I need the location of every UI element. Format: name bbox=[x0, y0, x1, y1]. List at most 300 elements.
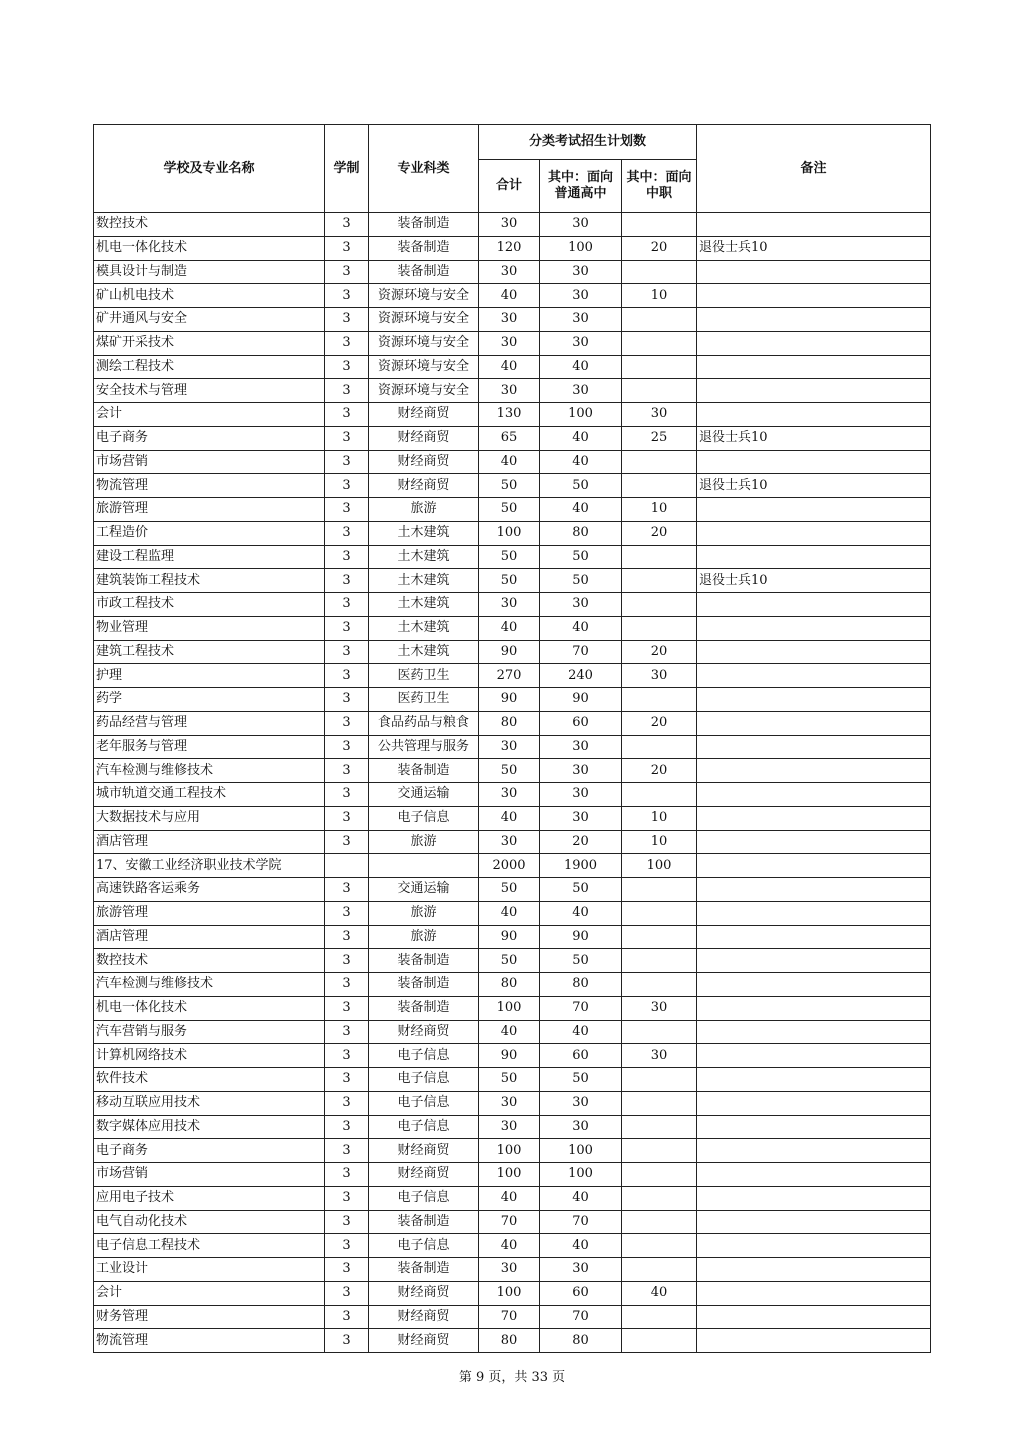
table-row bbox=[94, 1186, 931, 1210]
duration-cell: 3 bbox=[325, 616, 369, 640]
total-cell: 30 bbox=[479, 735, 540, 759]
remarks-cell bbox=[697, 1091, 931, 1115]
remarks-cell bbox=[697, 1115, 931, 1139]
table-row bbox=[94, 355, 931, 379]
duration-cell bbox=[325, 854, 369, 878]
table-row bbox=[94, 640, 931, 664]
category-cell: 装备制造 bbox=[369, 1210, 479, 1234]
total-cell: 50 bbox=[479, 949, 540, 973]
general-hs-cell: 100 bbox=[540, 236, 622, 260]
vocational-cell bbox=[622, 878, 697, 902]
category-cell: 旅游 bbox=[369, 830, 479, 854]
general-hs-cell: 70 bbox=[540, 640, 622, 664]
general-hs-cell: 30 bbox=[540, 1115, 622, 1139]
remarks-cell: 退役士兵10 bbox=[697, 569, 931, 593]
vocational-cell: 30 bbox=[622, 1044, 697, 1068]
vocational-cell: 30 bbox=[622, 996, 697, 1020]
duration-cell: 3 bbox=[325, 1115, 369, 1139]
remarks-cell bbox=[697, 996, 931, 1020]
general-hs-cell: 30 bbox=[540, 308, 622, 332]
total-cell: 40 bbox=[479, 901, 540, 925]
general-hs-cell: 30 bbox=[540, 783, 622, 807]
category-cell: 装备制造 bbox=[369, 236, 479, 260]
vocational-cell: 100 bbox=[622, 854, 697, 878]
vocational-cell bbox=[622, 688, 697, 712]
general-hs-cell: 80 bbox=[540, 521, 622, 545]
total-cell: 50 bbox=[479, 498, 540, 522]
general-hs-cell: 50 bbox=[540, 1068, 622, 1092]
vocational-cell bbox=[622, 260, 697, 284]
major-name-cell: 建筑装饰工程技术 bbox=[94, 569, 325, 593]
total-cell: 40 bbox=[479, 450, 540, 474]
table-header bbox=[94, 125, 931, 213]
header-vocational: 其中：面向中职 bbox=[622, 160, 697, 213]
remarks-cell bbox=[697, 783, 931, 807]
category-cell: 电子信息 bbox=[369, 1234, 479, 1258]
major-name-cell: 物业管理 bbox=[94, 616, 325, 640]
table-row bbox=[94, 498, 931, 522]
vocational-cell bbox=[622, 1020, 697, 1044]
major-name-cell: 矿山机电技术 bbox=[94, 284, 325, 308]
major-name-cell: 老年服务与管理 bbox=[94, 735, 325, 759]
vocational-cell: 25 bbox=[622, 426, 697, 450]
vocational-cell: 20 bbox=[622, 640, 697, 664]
general-hs-cell: 30 bbox=[540, 593, 622, 617]
vocational-cell bbox=[622, 783, 697, 807]
total-cell: 30 bbox=[479, 783, 540, 807]
category-cell: 电子信息 bbox=[369, 1115, 479, 1139]
duration-cell: 3 bbox=[325, 1068, 369, 1092]
total-cell: 120 bbox=[479, 236, 540, 260]
duration-cell: 3 bbox=[325, 806, 369, 830]
category-cell: 电子信息 bbox=[369, 1186, 479, 1210]
general-hs-cell: 60 bbox=[540, 1281, 622, 1305]
major-name-cell: 旅游管理 bbox=[94, 901, 325, 925]
duration-cell: 3 bbox=[325, 426, 369, 450]
duration-cell: 3 bbox=[325, 521, 369, 545]
category-cell: 财经商贸 bbox=[369, 403, 479, 427]
remarks-cell bbox=[697, 379, 931, 403]
major-name-cell: 软件技术 bbox=[94, 1068, 325, 1092]
major-name-cell: 电子信息工程技术 bbox=[94, 1234, 325, 1258]
category-cell: 资源环境与安全 bbox=[369, 308, 479, 332]
general-hs-cell: 90 bbox=[540, 925, 622, 949]
table-row bbox=[94, 1115, 931, 1139]
total-cell: 100 bbox=[479, 996, 540, 1020]
vocational-cell: 10 bbox=[622, 806, 697, 830]
remarks-cell bbox=[697, 284, 931, 308]
table-row bbox=[94, 521, 931, 545]
duration-cell: 3 bbox=[325, 1020, 369, 1044]
remarks-cell bbox=[697, 1234, 931, 1258]
total-cell: 50 bbox=[479, 545, 540, 569]
remarks-cell bbox=[697, 1186, 931, 1210]
vocational-cell bbox=[622, 1068, 697, 1092]
category-cell: 交通运输 bbox=[369, 878, 479, 902]
major-name-cell: 测绘工程技术 bbox=[94, 355, 325, 379]
major-name-cell: 工程造价 bbox=[94, 521, 325, 545]
category-cell: 土木建筑 bbox=[369, 545, 479, 569]
remarks-cell bbox=[697, 688, 931, 712]
remarks-cell bbox=[697, 450, 931, 474]
category-cell: 财经商贸 bbox=[369, 1163, 479, 1187]
major-name-cell: 市场营销 bbox=[94, 1163, 325, 1187]
header-school-major: 学校及专业名称 bbox=[94, 125, 325, 213]
remarks-cell bbox=[697, 1305, 931, 1329]
remarks-cell bbox=[697, 949, 931, 973]
category-cell: 电子信息 bbox=[369, 1068, 479, 1092]
major-name-cell: 电气自动化技术 bbox=[94, 1210, 325, 1234]
table-row bbox=[94, 1068, 931, 1092]
major-name-cell: 电子商务 bbox=[94, 426, 325, 450]
table-row bbox=[94, 949, 931, 973]
total-cell: 40 bbox=[479, 355, 540, 379]
table-row bbox=[94, 1210, 931, 1234]
general-hs-cell: 40 bbox=[540, 450, 622, 474]
table-row bbox=[94, 284, 931, 308]
major-name-cell: 财务管理 bbox=[94, 1305, 325, 1329]
total-cell: 50 bbox=[479, 474, 540, 498]
remarks-cell bbox=[697, 664, 931, 688]
duration-cell: 3 bbox=[325, 1186, 369, 1210]
vocational-cell bbox=[622, 949, 697, 973]
table-row bbox=[94, 1234, 931, 1258]
total-cell: 30 bbox=[479, 331, 540, 355]
category-cell: 电子信息 bbox=[369, 1044, 479, 1068]
major-name-cell: 汽车检测与维修技术 bbox=[94, 973, 325, 997]
total-cell: 100 bbox=[479, 1139, 540, 1163]
vocational-cell bbox=[622, 1139, 697, 1163]
duration-cell: 3 bbox=[325, 640, 369, 664]
general-hs-cell: 30 bbox=[540, 1091, 622, 1115]
major-name-cell: 数字媒体应用技术 bbox=[94, 1115, 325, 1139]
header-total: 合计 bbox=[479, 160, 540, 213]
remarks-cell bbox=[697, 1044, 931, 1068]
general-hs-cell: 30 bbox=[540, 1258, 622, 1282]
duration-cell: 3 bbox=[325, 783, 369, 807]
duration-cell: 3 bbox=[325, 1091, 369, 1115]
total-cell: 40 bbox=[479, 616, 540, 640]
vocational-cell bbox=[622, 1186, 697, 1210]
major-name-cell: 市场营销 bbox=[94, 450, 325, 474]
remarks-cell: 退役士兵10 bbox=[697, 426, 931, 450]
duration-cell: 3 bbox=[325, 1044, 369, 1068]
general-hs-cell: 80 bbox=[540, 1329, 622, 1353]
header-general-hs: 其中：面向普通高中 bbox=[540, 160, 622, 213]
total-cell: 100 bbox=[479, 1163, 540, 1187]
duration-cell: 3 bbox=[325, 474, 369, 498]
category-cell: 装备制造 bbox=[369, 759, 479, 783]
total-cell: 80 bbox=[479, 711, 540, 735]
duration-cell: 3 bbox=[325, 1163, 369, 1187]
total-cell: 30 bbox=[479, 213, 540, 237]
major-name-cell: 物流管理 bbox=[94, 1329, 325, 1353]
category-cell: 财经商贸 bbox=[369, 1281, 479, 1305]
vocational-cell bbox=[622, 901, 697, 925]
duration-cell: 3 bbox=[325, 973, 369, 997]
category-cell: 资源环境与安全 bbox=[369, 284, 479, 308]
table-row bbox=[94, 878, 931, 902]
header-remarks: 备注 bbox=[697, 125, 931, 213]
vocational-cell bbox=[622, 331, 697, 355]
category-cell: 财经商贸 bbox=[369, 426, 479, 450]
remarks-cell bbox=[697, 355, 931, 379]
category-cell: 装备制造 bbox=[369, 260, 479, 284]
table-row bbox=[94, 1091, 931, 1115]
table-row bbox=[94, 450, 931, 474]
general-hs-cell: 30 bbox=[540, 759, 622, 783]
table-row bbox=[94, 1305, 931, 1329]
total-cell: 90 bbox=[479, 640, 540, 664]
vocational-cell bbox=[622, 1163, 697, 1187]
vocational-cell: 20 bbox=[622, 236, 697, 260]
general-hs-cell: 30 bbox=[540, 379, 622, 403]
general-hs-cell: 20 bbox=[540, 830, 622, 854]
remarks-cell bbox=[697, 1329, 931, 1353]
remarks-cell bbox=[697, 711, 931, 735]
table-row bbox=[94, 1163, 931, 1187]
remarks-cell bbox=[697, 593, 931, 617]
remarks-cell bbox=[697, 830, 931, 854]
table-row bbox=[94, 260, 931, 284]
remarks-cell bbox=[697, 213, 931, 237]
header-plan-group: 分类考试招生计划数 bbox=[479, 125, 697, 160]
category-cell: 土木建筑 bbox=[369, 521, 479, 545]
remarks-cell bbox=[697, 1281, 931, 1305]
remarks-cell bbox=[697, 521, 931, 545]
general-hs-cell: 30 bbox=[540, 284, 622, 308]
total-cell: 40 bbox=[479, 806, 540, 830]
general-hs-cell: 80 bbox=[540, 973, 622, 997]
table-row bbox=[94, 1281, 931, 1305]
total-cell: 270 bbox=[479, 664, 540, 688]
remarks-cell bbox=[697, 403, 931, 427]
school-name-cell: 17、安徽工业经济职业技术学院 bbox=[94, 854, 325, 878]
vocational-cell: 30 bbox=[622, 664, 697, 688]
vocational-cell: 10 bbox=[622, 498, 697, 522]
total-cell: 100 bbox=[479, 521, 540, 545]
major-name-cell: 物流管理 bbox=[94, 474, 325, 498]
header-duration: 学制 bbox=[325, 125, 369, 213]
table-row bbox=[94, 616, 931, 640]
general-hs-cell: 60 bbox=[540, 711, 622, 735]
total-cell: 50 bbox=[479, 759, 540, 783]
duration-cell: 3 bbox=[325, 901, 369, 925]
vocational-cell: 40 bbox=[622, 1281, 697, 1305]
total-cell: 100 bbox=[479, 1281, 540, 1305]
vocational-cell: 30 bbox=[622, 403, 697, 427]
category-cell: 土木建筑 bbox=[369, 569, 479, 593]
major-name-cell: 药学 bbox=[94, 688, 325, 712]
total-cell: 40 bbox=[479, 1186, 540, 1210]
category-cell: 旅游 bbox=[369, 901, 479, 925]
vocational-cell bbox=[622, 213, 697, 237]
remarks-cell bbox=[697, 260, 931, 284]
duration-cell: 3 bbox=[325, 1329, 369, 1353]
duration-cell: 3 bbox=[325, 735, 369, 759]
vocational-cell: 20 bbox=[622, 759, 697, 783]
total-cell: 30 bbox=[479, 260, 540, 284]
duration-cell: 3 bbox=[325, 236, 369, 260]
duration-cell: 3 bbox=[325, 213, 369, 237]
remarks-cell bbox=[697, 759, 931, 783]
general-hs-cell: 70 bbox=[540, 1210, 622, 1234]
duration-cell: 3 bbox=[325, 331, 369, 355]
vocational-cell bbox=[622, 355, 697, 379]
remarks-cell bbox=[697, 545, 931, 569]
remarks-cell bbox=[697, 1258, 931, 1282]
total-cell: 30 bbox=[479, 1115, 540, 1139]
general-hs-cell: 50 bbox=[540, 949, 622, 973]
category-cell: 财经商贸 bbox=[369, 474, 479, 498]
general-hs-cell: 100 bbox=[540, 1139, 622, 1163]
duration-cell: 3 bbox=[325, 308, 369, 332]
general-hs-cell: 30 bbox=[540, 213, 622, 237]
table-row bbox=[94, 735, 931, 759]
major-name-cell: 计算机网络技术 bbox=[94, 1044, 325, 1068]
total-cell: 80 bbox=[479, 1329, 540, 1353]
remarks-cell bbox=[697, 1020, 931, 1044]
total-cell: 70 bbox=[479, 1305, 540, 1329]
general-hs-cell: 40 bbox=[540, 498, 622, 522]
duration-cell: 3 bbox=[325, 830, 369, 854]
total-cell: 70 bbox=[479, 1210, 540, 1234]
major-name-cell: 煤矿开采技术 bbox=[94, 331, 325, 355]
remarks-cell bbox=[697, 854, 931, 878]
remarks-cell bbox=[697, 901, 931, 925]
vocational-cell bbox=[622, 569, 697, 593]
major-name-cell: 模具设计与制造 bbox=[94, 260, 325, 284]
vocational-cell bbox=[622, 1258, 697, 1282]
duration-cell: 3 bbox=[325, 878, 369, 902]
total-cell: 30 bbox=[479, 1258, 540, 1282]
vocational-cell: 10 bbox=[622, 284, 697, 308]
major-name-cell: 建筑工程技术 bbox=[94, 640, 325, 664]
general-hs-cell: 40 bbox=[540, 426, 622, 450]
category-cell: 食品药品与粮食 bbox=[369, 711, 479, 735]
major-name-cell: 汽车营销与服务 bbox=[94, 1020, 325, 1044]
general-hs-cell: 40 bbox=[540, 1020, 622, 1044]
category-cell: 财经商贸 bbox=[369, 1305, 479, 1329]
major-name-cell: 高速铁路客运乘务 bbox=[94, 878, 325, 902]
general-hs-cell: 50 bbox=[540, 569, 622, 593]
major-name-cell: 数控技术 bbox=[94, 213, 325, 237]
general-hs-cell: 40 bbox=[540, 1186, 622, 1210]
general-hs-cell: 50 bbox=[540, 474, 622, 498]
category-cell: 旅游 bbox=[369, 925, 479, 949]
general-hs-cell: 50 bbox=[540, 545, 622, 569]
general-hs-cell: 70 bbox=[540, 996, 622, 1020]
vocational-cell: 20 bbox=[622, 521, 697, 545]
major-name-cell: 旅游管理 bbox=[94, 498, 325, 522]
remarks-cell bbox=[697, 1139, 931, 1163]
major-name-cell: 工业设计 bbox=[94, 1258, 325, 1282]
major-name-cell: 应用电子技术 bbox=[94, 1186, 325, 1210]
table-row bbox=[94, 688, 931, 712]
general-hs-cell: 60 bbox=[540, 1044, 622, 1068]
vocational-cell: 10 bbox=[622, 830, 697, 854]
category-cell: 装备制造 bbox=[369, 949, 479, 973]
vocational-cell bbox=[622, 474, 697, 498]
category-cell: 资源环境与安全 bbox=[369, 355, 479, 379]
major-name-cell: 城市轨道交通工程技术 bbox=[94, 783, 325, 807]
remarks-cell bbox=[697, 640, 931, 664]
vocational-cell bbox=[622, 545, 697, 569]
major-name-cell: 护理 bbox=[94, 664, 325, 688]
enrollment-plan-table bbox=[93, 124, 931, 1353]
general-hs-cell: 40 bbox=[540, 1234, 622, 1258]
category-cell: 资源环境与安全 bbox=[369, 379, 479, 403]
total-cell: 130 bbox=[479, 403, 540, 427]
table-row bbox=[94, 973, 931, 997]
table-row bbox=[94, 213, 931, 237]
general-hs-cell: 40 bbox=[540, 616, 622, 640]
major-name-cell: 酒店管理 bbox=[94, 925, 325, 949]
category-cell: 财经商贸 bbox=[369, 450, 479, 474]
vocational-cell bbox=[622, 1091, 697, 1115]
category-cell: 公共管理与服务 bbox=[369, 735, 479, 759]
remarks-cell bbox=[697, 878, 931, 902]
total-cell: 90 bbox=[479, 1044, 540, 1068]
category-cell: 资源环境与安全 bbox=[369, 331, 479, 355]
category-cell: 土木建筑 bbox=[369, 616, 479, 640]
category-cell: 装备制造 bbox=[369, 213, 479, 237]
duration-cell: 3 bbox=[325, 593, 369, 617]
duration-cell: 3 bbox=[325, 1258, 369, 1282]
category-cell: 财经商贸 bbox=[369, 1020, 479, 1044]
duration-cell: 3 bbox=[325, 284, 369, 308]
vocational-cell bbox=[622, 1329, 697, 1353]
general-hs-cell: 70 bbox=[540, 1305, 622, 1329]
table-row bbox=[94, 664, 931, 688]
vocational-cell bbox=[622, 308, 697, 332]
duration-cell: 3 bbox=[325, 379, 369, 403]
category-cell: 财经商贸 bbox=[369, 1329, 479, 1353]
remarks-cell bbox=[697, 1163, 931, 1187]
remarks-cell bbox=[697, 498, 931, 522]
category-cell: 交通运输 bbox=[369, 783, 479, 807]
duration-cell: 3 bbox=[325, 260, 369, 284]
general-hs-cell: 240 bbox=[540, 664, 622, 688]
duration-cell: 3 bbox=[325, 996, 369, 1020]
category-cell: 装备制造 bbox=[369, 973, 479, 997]
total-cell: 40 bbox=[479, 1234, 540, 1258]
table-row bbox=[94, 1329, 931, 1353]
duration-cell: 3 bbox=[325, 1234, 369, 1258]
total-cell: 50 bbox=[479, 878, 540, 902]
total-cell: 30 bbox=[479, 1091, 540, 1115]
general-hs-cell: 30 bbox=[540, 331, 622, 355]
major-name-cell: 矿井通风与安全 bbox=[94, 308, 325, 332]
major-name-cell: 电子商务 bbox=[94, 1139, 325, 1163]
total-cell: 50 bbox=[479, 1068, 540, 1092]
table-row bbox=[94, 1020, 931, 1044]
major-name-cell: 机电一体化技术 bbox=[94, 236, 325, 260]
duration-cell: 3 bbox=[325, 498, 369, 522]
general-hs-cell: 100 bbox=[540, 1163, 622, 1187]
duration-cell: 3 bbox=[325, 1210, 369, 1234]
major-name-cell: 酒店管理 bbox=[94, 830, 325, 854]
table-row bbox=[94, 308, 931, 332]
table-row bbox=[94, 806, 931, 830]
vocational-cell bbox=[622, 379, 697, 403]
category-cell bbox=[369, 854, 479, 878]
total-cell: 30 bbox=[479, 830, 540, 854]
general-hs-cell: 100 bbox=[540, 403, 622, 427]
table-row bbox=[94, 759, 931, 783]
table-row bbox=[94, 236, 931, 260]
total-cell: 90 bbox=[479, 688, 540, 712]
